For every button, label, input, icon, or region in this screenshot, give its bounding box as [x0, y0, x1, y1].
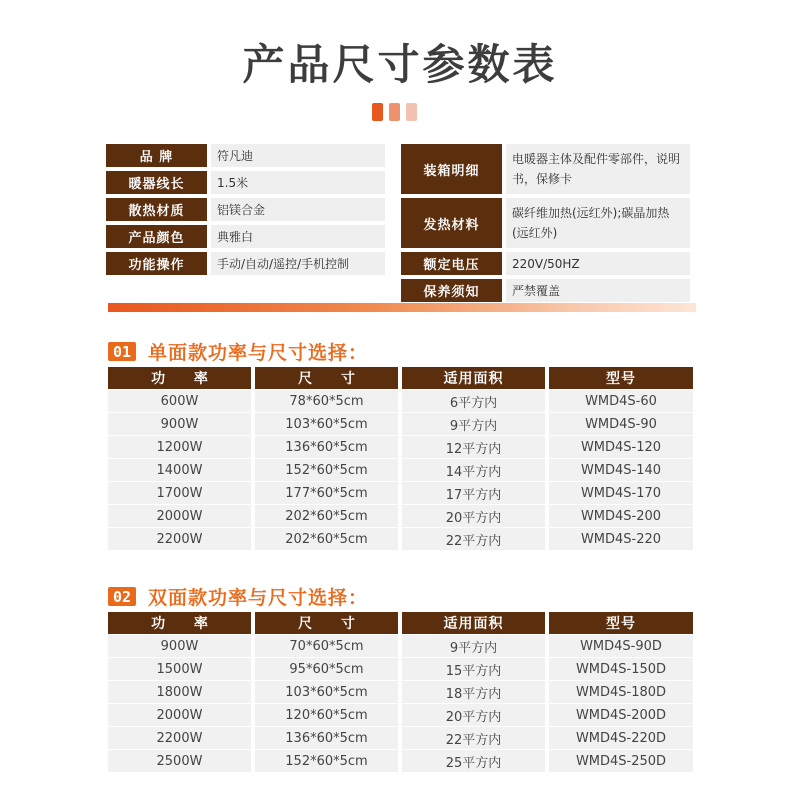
spec-row — [401, 198, 690, 248]
table-row — [108, 436, 693, 458]
column-header: 功 率 — [108, 367, 251, 389]
spec-row — [106, 171, 385, 194]
column-header: 功 率 — [108, 612, 251, 634]
spec-value: 1.5米 — [211, 171, 385, 194]
table-cell: 1500W — [108, 658, 251, 680]
table-cell: 70*60*5cm — [255, 635, 398, 657]
table-cell: WMD4S-220D — [549, 727, 693, 749]
table-cell: 12平方内 — [402, 436, 545, 458]
table-cell: 2200W — [108, 727, 251, 749]
spec-value: 220V/50HZ — [506, 252, 690, 275]
spec-label: 保养须知 — [401, 279, 502, 302]
table-cell: 136*60*5cm — [255, 436, 398, 458]
table-cell: 1200W — [108, 436, 251, 458]
table-cell: 78*60*5cm — [255, 390, 398, 412]
spec-row — [401, 144, 690, 194]
table-cell: 6平方内 — [402, 390, 545, 412]
table-cell: 22平方内 — [402, 528, 545, 550]
table-header-row — [108, 367, 693, 389]
table-cell: 202*60*5cm — [255, 528, 398, 550]
table-cell: 2000W — [108, 505, 251, 527]
spec-row — [401, 252, 690, 275]
spec-list-right — [401, 144, 690, 302]
table-cell: 120*60*5cm — [255, 704, 398, 726]
spec-value: 电暖器主体及配件零部件，说明书，保修卡 — [506, 144, 690, 194]
table-cell: WMD4S-120 — [549, 436, 693, 458]
spec-label: 暖器线长 — [106, 171, 207, 194]
table-cell: WMD4S-90 — [549, 413, 693, 435]
table-cell: 17平方内 — [402, 482, 545, 504]
table-row — [108, 482, 693, 504]
spec-label: 品 牌 — [106, 144, 207, 167]
section-badge: 02 — [108, 587, 136, 606]
spec-label: 产品颜色 — [106, 225, 207, 248]
decorative-dots — [372, 103, 417, 121]
spec-list-left — [106, 144, 385, 275]
table-cell: WMD4S-150D — [549, 658, 693, 680]
table-cell: WMD4S-140 — [549, 459, 693, 481]
spec-row — [106, 225, 385, 248]
table-row — [108, 658, 693, 680]
table-row — [108, 413, 693, 435]
table-cell: WMD4S-90D — [549, 635, 693, 657]
table-cell: 2000W — [108, 704, 251, 726]
table-cell: 20平方内 — [402, 505, 545, 527]
table-cell: 2500W — [108, 750, 251, 772]
table-cell: 18平方内 — [402, 681, 545, 703]
column-header: 尺 寸 — [255, 612, 398, 634]
column-header: 型号 — [549, 367, 693, 389]
table-cell: 9平方内 — [402, 635, 545, 657]
column-header: 适用面积 — [402, 612, 545, 634]
spec-row — [401, 279, 690, 302]
spec-row — [106, 144, 385, 167]
table-cell: 1800W — [108, 681, 251, 703]
table-cell: 136*60*5cm — [255, 727, 398, 749]
table-cell: WMD4S-170 — [549, 482, 693, 504]
column-header: 适用面积 — [402, 367, 545, 389]
spec-label: 散热材质 — [106, 198, 207, 221]
table-cell: WMD4S-200D — [549, 704, 693, 726]
page-title: 产品尺寸参数表 — [242, 40, 558, 89]
double-panel-table — [108, 612, 693, 773]
section-heading-single — [108, 338, 368, 365]
section-badge: 01 — [108, 342, 136, 361]
dot-light — [406, 103, 417, 121]
spec-label: 功能操作 — [106, 252, 207, 275]
spec-label: 装箱明细 — [401, 144, 502, 194]
table-cell: 152*60*5cm — [255, 459, 398, 481]
table-row — [108, 635, 693, 657]
spec-value: 严禁覆盖 — [506, 279, 690, 302]
table-cell: 600W — [108, 390, 251, 412]
section-heading-double — [108, 583, 368, 610]
spec-value: 符凡迪 — [211, 144, 385, 167]
table-cell: 103*60*5cm — [255, 681, 398, 703]
dot-medium — [389, 103, 400, 121]
table-cell: 95*60*5cm — [255, 658, 398, 680]
table-row — [108, 528, 693, 550]
table-cell: 152*60*5cm — [255, 750, 398, 772]
section-title: 单面款功率与尺寸选择： — [148, 342, 369, 364]
spec-value: 典雅白 — [211, 225, 385, 248]
spec-value: 碳纤维加热(远红外);碳晶加热(远红外) — [506, 198, 690, 248]
table-cell: WMD4S-220 — [549, 528, 693, 550]
column-header: 尺 寸 — [255, 367, 398, 389]
table-cell: 1400W — [108, 459, 251, 481]
spec-label: 发热材料 — [401, 198, 502, 248]
table-cell: 20平方内 — [402, 704, 545, 726]
table-row — [108, 681, 693, 703]
table-cell: 14平方内 — [402, 459, 545, 481]
table-cell: 177*60*5cm — [255, 482, 398, 504]
table-row — [108, 704, 693, 726]
table-cell: 202*60*5cm — [255, 505, 398, 527]
spec-value: 铝镁合金 — [211, 198, 385, 221]
table-cell: 103*60*5cm — [255, 413, 398, 435]
single-panel-table — [108, 367, 693, 551]
table-header-row — [108, 612, 693, 634]
table-cell: 900W — [108, 635, 251, 657]
spec-row — [106, 198, 385, 221]
table-cell: 9平方内 — [402, 413, 545, 435]
table-row — [108, 750, 693, 772]
table-cell: 25平方内 — [402, 750, 545, 772]
spec-value: 手动/自动/遥控/手机控制 — [211, 252, 385, 275]
table-cell: WMD4S-250D — [549, 750, 693, 772]
table-row — [108, 505, 693, 527]
table-cell: WMD4S-200 — [549, 505, 693, 527]
table-row — [108, 390, 693, 412]
table-cell: 1700W — [108, 482, 251, 504]
table-cell: 15平方内 — [402, 658, 545, 680]
spec-row — [106, 252, 385, 275]
table-row — [108, 727, 693, 749]
spec-label: 额定电压 — [401, 252, 502, 275]
table-cell: WMD4S-60 — [549, 390, 693, 412]
table-cell: 2200W — [108, 528, 251, 550]
column-header: 型号 — [549, 612, 693, 634]
table-row — [108, 459, 693, 481]
dot-dark — [372, 103, 383, 121]
table-cell: WMD4S-180D — [549, 681, 693, 703]
section-title: 双面款功率与尺寸选择： — [148, 587, 369, 609]
table-cell: 900W — [108, 413, 251, 435]
table-cell: 22平方内 — [402, 727, 545, 749]
gradient-divider — [108, 303, 696, 312]
